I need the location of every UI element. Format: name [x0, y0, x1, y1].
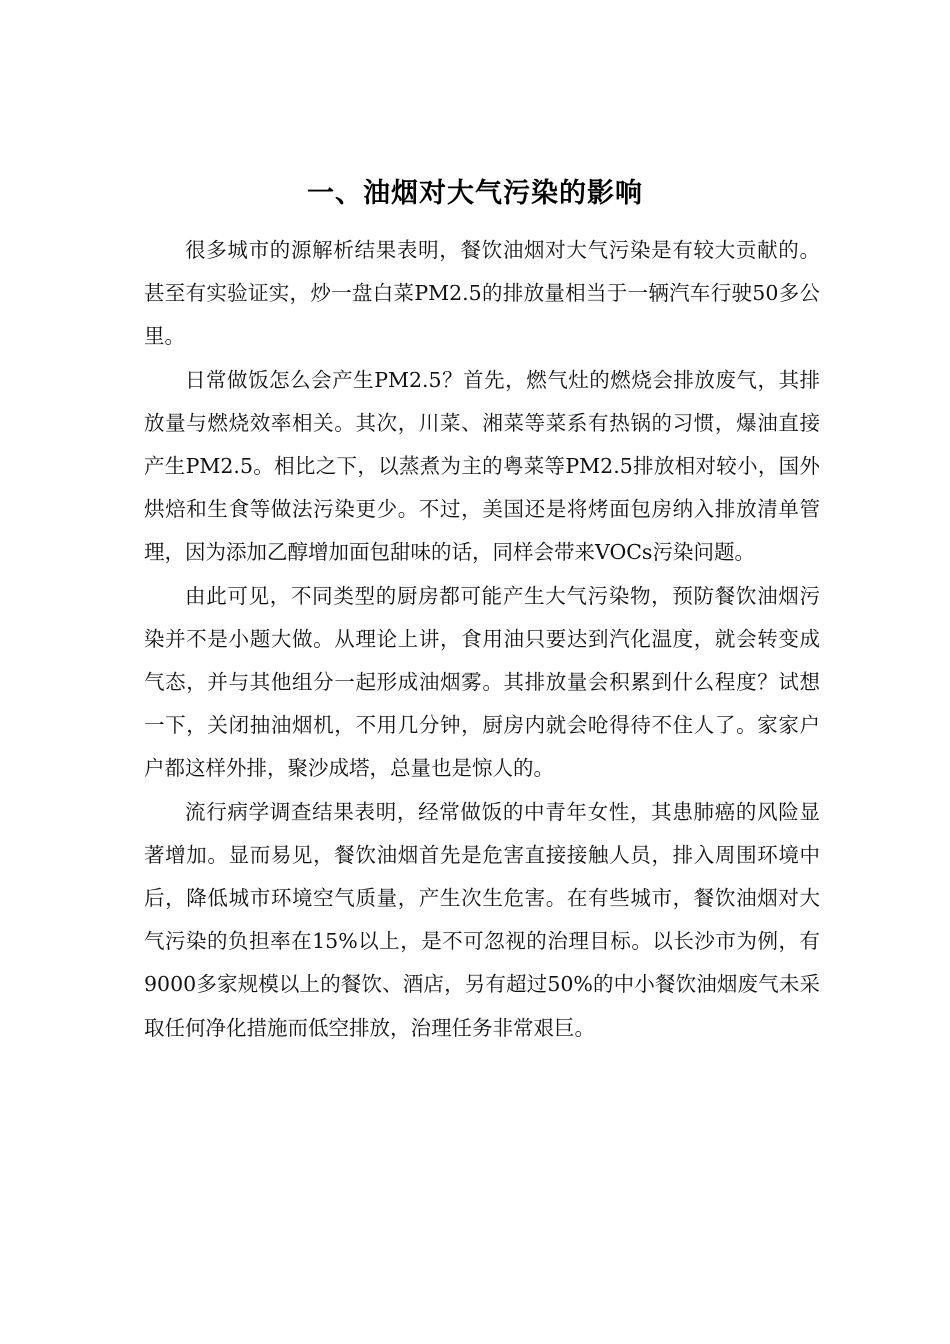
article-body — [144, 229, 820, 1050]
section-heading: 一、油烟对大气污染的影响 — [307, 178, 643, 210]
paragraph-1: 很多城市的源解析结果表明，餐饮油烟对大气污染是有较大贡献的。甚至有实验证实，炒一盘白菜PM2.5的排放量相当于一辆汽车行驶50多公里。 — [144, 238, 820, 349]
paragraph-3: 由此可见，不同类型的厨房都可能产生大气污染物，预防餐饮油烟污染并不是小题大做。从理论上讲，食用油只要达到汽化温度，就会转变成气态，并与其他组分一起形成油烟雾。其排放量会积累到什么程度？试想一下，关闭抽油烟机，不用几分钟，厨房内就会呛得待不住人了。家家户户都这样外排，聚沙成塔，总量也是惊人的。 — [144, 583, 820, 781]
paragraph-2: 日常做饭怎么会产生PM2.5？首先，燃气灶的燃烧会排放废气，其排放量与燃烧效率相关。其次，川菜、湘菜等菜系有热锅的习惯，爆油直接产生PM2.5。相比之下，以蒸煮为主的粤菜等PM2.5排放相对较小，国外烘焙和生食等做法污染更少。不过，美国还是将烤面包房纳入排放清单管理，因为添加乙醇增加面包甜味的话，同样会带来VOCs污染问题。 — [144, 367, 820, 565]
paragraph-4: 流行病学调查结果表明，经常做饭的中青年女性，其患肺癌的风险显著增加。显而易见，餐饮油烟首先是危害直接接触人员，排入周围环境中后，降低城市环境空气质量，产生次生危害。在有些城市，餐饮油烟对大气污染的负担率在15%以上，是不可忽视的治理目标。以长沙市为例，有9000多家规模以上的餐饮、酒店，另有超过50%的中小餐饮油烟废气未采取任何净化措施而低空排放，治理任务非常艰巨。 — [144, 799, 820, 1040]
